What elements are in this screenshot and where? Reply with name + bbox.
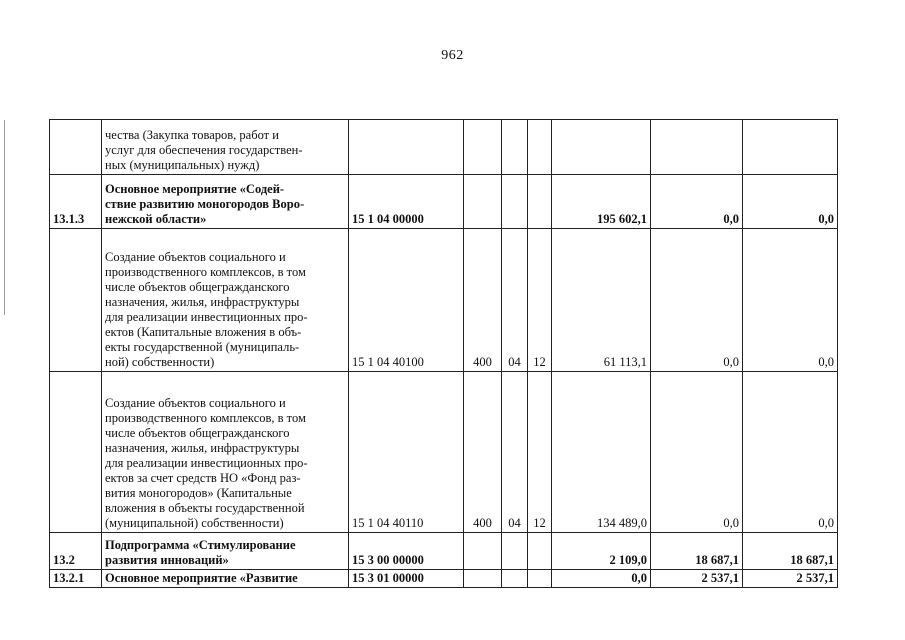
name-line: Основное мероприятие «Развитие: [105, 571, 298, 585]
row-kcsr: 15 1 04 00000: [349, 175, 464, 229]
name-line: назначения, жилья, инфраструктуры: [105, 295, 300, 309]
row-rz: 04: [502, 372, 528, 533]
name-line: Создание объектов социального и: [105, 396, 286, 410]
row-kcsr: 15 1 04 40100: [349, 229, 464, 372]
name-line: производственного комплексов, в том: [105, 411, 306, 425]
table-row: [50, 229, 838, 372]
table-row: [50, 175, 838, 229]
row-rz: [502, 120, 528, 175]
row-value-1: 195 602,1: [552, 175, 651, 229]
row-value-2: 2 537,1: [651, 570, 743, 588]
name-line: Подпрограмма «Стимулирование: [105, 538, 296, 552]
row-rz: [502, 533, 528, 570]
row-code: [50, 372, 102, 533]
row-name: [102, 570, 349, 588]
name-line: екты государственной (муниципаль-: [105, 340, 300, 354]
name-line: ных (муниципальных) нужд): [105, 158, 260, 172]
row-rz: 04: [502, 229, 528, 372]
name-line: развития инноваций»: [105, 553, 229, 567]
row-pr: [528, 175, 552, 229]
row-rz: [502, 175, 528, 229]
row-value-2: 18 687,1: [651, 533, 743, 570]
name-line: числе объектов общегражданского: [105, 280, 290, 294]
row-name: [102, 229, 349, 372]
name-line: Создание объектов социального и: [105, 250, 286, 264]
row-value-3: 18 687,1: [743, 533, 838, 570]
name-line: чества (Закупка товаров, работ и: [105, 128, 279, 142]
table-row: [50, 570, 838, 588]
name-line: (муниципальной) собственности): [105, 516, 284, 530]
row-kcsr: [349, 120, 464, 175]
scan-margin-line: [4, 120, 5, 315]
row-value-2: 0,0: [651, 175, 743, 229]
row-value-3: [743, 120, 838, 175]
row-value-1: 2 109,0: [552, 533, 651, 570]
row-value-2: 0,0: [651, 229, 743, 372]
row-name: [102, 372, 349, 533]
row-value-3: 0,0: [743, 175, 838, 229]
name-line: ектов (Капитальные вложения в объ-: [105, 325, 302, 339]
row-value-2: [651, 120, 743, 175]
row-kcsr: 15 3 00 00000: [349, 533, 464, 570]
row-name: [102, 533, 349, 570]
row-pr: [528, 570, 552, 588]
name-line: вложения в объекты государственной: [105, 501, 305, 515]
row-rz: [502, 570, 528, 588]
table-row: [50, 372, 838, 533]
budget-table: [49, 119, 838, 588]
row-vr: [464, 120, 502, 175]
row-pr: 12: [528, 229, 552, 372]
name-line: производственного комплексов, в том: [105, 265, 306, 279]
row-value-1: 61 113,1: [552, 229, 651, 372]
row-kcsr: 15 1 04 40110: [349, 372, 464, 533]
name-line: числе объектов общегражданского: [105, 426, 290, 440]
table-row: [50, 533, 838, 570]
page-number: 962: [441, 48, 464, 63]
row-pr: [528, 120, 552, 175]
row-name: [102, 120, 349, 175]
row-vr: 400: [464, 372, 502, 533]
row-kcsr: 15 3 01 00000: [349, 570, 464, 588]
name-line: назначения, жилья, инфраструктуры: [105, 441, 300, 455]
row-name: [102, 175, 349, 229]
row-value-3: 0,0: [743, 372, 838, 533]
name-line: ной) собственности): [105, 355, 215, 369]
row-value-3: 0,0: [743, 229, 838, 372]
row-value-1: 134 489,0: [552, 372, 651, 533]
name-line: для реализации инвестиционных про-: [105, 456, 308, 470]
row-pr: [528, 533, 552, 570]
row-pr: 12: [528, 372, 552, 533]
row-vr: [464, 533, 502, 570]
row-value-3: 2 537,1: [743, 570, 838, 588]
row-value-2: 0,0: [651, 372, 743, 533]
row-code: [50, 229, 102, 372]
name-line: нежской области»: [105, 212, 207, 226]
name-line: вития моногородов» (Капитальные: [105, 486, 292, 500]
row-code: [50, 120, 102, 175]
row-code: 13.1.3: [50, 175, 102, 229]
row-code: 13.2: [50, 533, 102, 570]
row-vr: [464, 175, 502, 229]
row-value-1: [552, 120, 651, 175]
row-code: 13.2.1: [50, 570, 102, 588]
name-line: услуг для обеспечения государствен-: [105, 143, 303, 157]
table-row: [50, 120, 838, 175]
name-line: для реализации инвестиционных про-: [105, 310, 308, 324]
name-line: ствие развитию моногородов Воро-: [105, 197, 305, 211]
row-vr: [464, 570, 502, 588]
name-line: ектов за счет средств НО «Фонд раз-: [105, 471, 301, 485]
name-line: Основное мероприятие «Содей-: [105, 182, 285, 196]
row-vr: 400: [464, 229, 502, 372]
row-value-1: 0,0: [552, 570, 651, 588]
